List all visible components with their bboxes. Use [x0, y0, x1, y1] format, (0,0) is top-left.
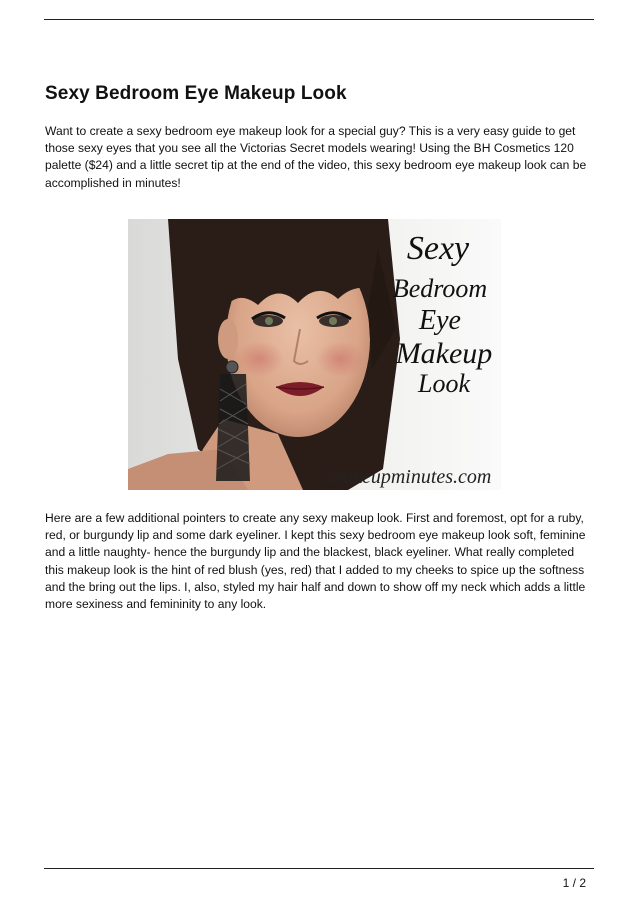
page-number: 1 / 2	[562, 876, 586, 890]
overlay-line-2: Bedroom	[392, 274, 488, 303]
overlay-line-1: Sexy	[406, 230, 470, 267]
article-title: Sexy Bedroom Eye Makeup Look	[45, 83, 347, 104]
header-rule	[44, 19, 594, 20]
body-paragraph: Here are a few additional pointers to create any sexy makeup look. First and foremost, opt for a ruby, red, or burgundy lip and some dark eyeliner. I kept this sexy bedroom eye makeup look soft, feminine and a little naughty- hence the burgundy lip and the blackest, black eyeliner. What really completed this makeup look is the hint of red blush (yes, red) that I added to my cheeks to spice up the softness and the bring out the lips. I, also, styled my hair half and down to show off my neck which adds a little more sexiness and femininity to any look.	[45, 511, 586, 612]
image-watermark: makeupminutes.com	[328, 466, 492, 488]
overlay-line-3: Eye	[419, 305, 461, 336]
overlay-line-5: Look	[418, 369, 470, 398]
makeup-photo	[128, 219, 501, 490]
footer-rule	[44, 868, 594, 869]
overlay-line-4: Makeup	[395, 337, 493, 370]
intro-paragraph: Want to create a sexy bedroom eye makeup look for a special guy? This is a very easy guide to get those sexy eyes that you see all the Victorias Secret models wearing! Using the BH Cosmetics 120 palette ($24) and a little secret tip at the end of the video, this sexy bedroom eye makeup look can be accomplished in minutes!	[45, 124, 587, 190]
